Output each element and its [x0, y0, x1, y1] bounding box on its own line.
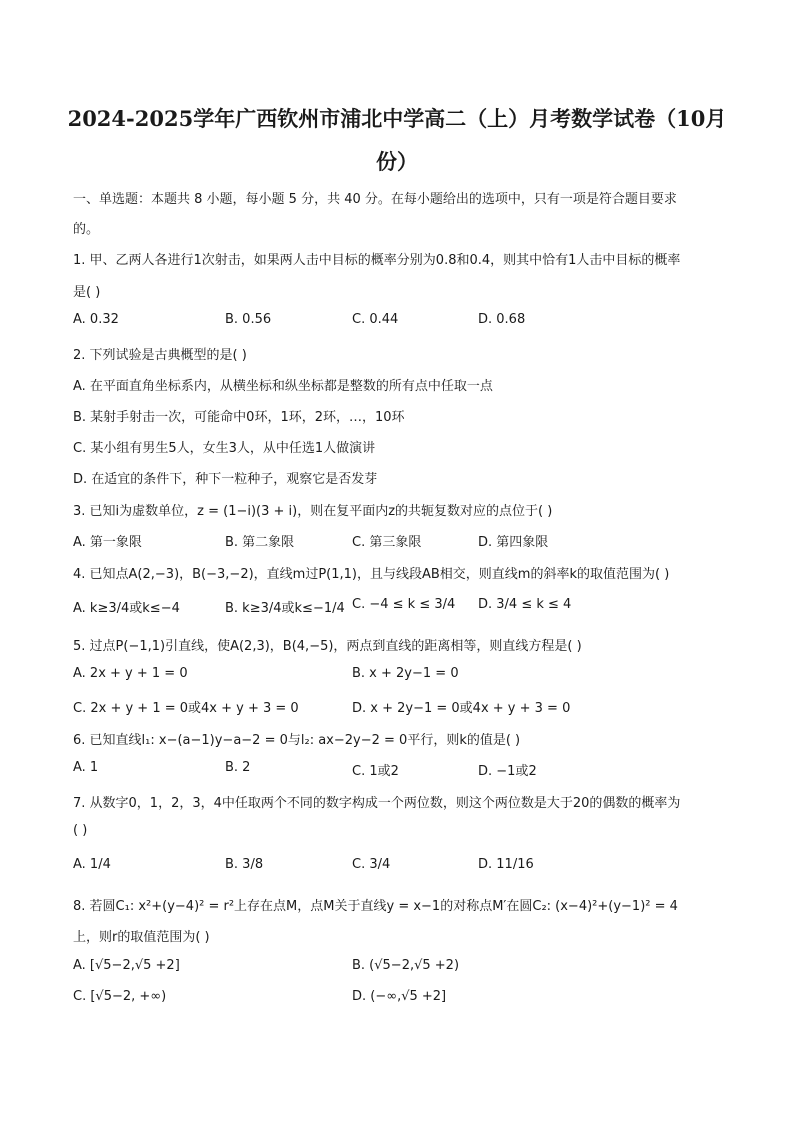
- q7-option-a: A. 1/4: [73, 857, 111, 872]
- q1-stem-line1: 1. 甲、乙两人各进行1次射击，如果两人击中目标的概率分别为0.8和0.4，则其中恰有1人击中目标的概率: [73, 253, 681, 268]
- q2-option-d: D. 在适宜的条件下，种下一粒种子，观察它是否发芽: [73, 472, 378, 487]
- q2-option-b: B. 某射手射击一次，可能命中0环，1环，2环，…，10环: [73, 410, 405, 425]
- q4-option-d: D. 3/4 ≤ k ≤ 4: [478, 597, 572, 612]
- exam-title-line2: 份）: [376, 149, 418, 174]
- q8-option-d: D. (−∞,√5 +2]: [352, 989, 447, 1004]
- q1-option-c: C. 0.44: [352, 312, 399, 327]
- q1-option-a: A. 0.32: [73, 312, 119, 327]
- exam-title-line1: 2024-2025学年广西钦州市浦北中学高二（上）月考数学试卷（10月: [67, 106, 727, 131]
- q1-stem-line2: 是( ): [73, 285, 101, 300]
- q6-option-b: B. 2: [225, 760, 251, 775]
- q8-stem-line2: 上，则r的取值范围为( ): [73, 930, 210, 945]
- section-instructions-line1: 一、单选题：本题共 8 小题，每小题 5 分，共 40 分。在每小题给出的选项中，只有一项是符合题目要求: [73, 192, 677, 207]
- section-instructions-line2: 的。: [73, 222, 100, 237]
- q8-option-c: C. [√5−2, +∞): [73, 989, 167, 1004]
- q2-option-a: A. 在平面直角坐标系内，从横坐标和纵坐标都是整数的所有点中任取一点: [73, 379, 493, 394]
- q8-option-a: A. [√5−2,√5 +2]: [73, 958, 180, 973]
- q7-stem-line2: ( ): [73, 823, 88, 838]
- q1-option-d: D. 0.68: [478, 312, 526, 327]
- q3-option-a: A. 第一象限: [73, 535, 142, 550]
- q3-option-b: B. 第二象限: [225, 535, 295, 550]
- q7-option-d: D. 11/16: [478, 857, 534, 872]
- q7-option-b: B. 3/8: [225, 857, 264, 872]
- q5-option-a: A. 2x + y + 1 = 0: [73, 666, 188, 681]
- q2-stem: 2. 下列试验是古典概型的是( ): [73, 348, 247, 363]
- q3-option-d: D. 第四象限: [478, 535, 549, 550]
- q5-option-c: C. 2x + y + 1 = 0或4x + y + 3 = 0: [73, 701, 299, 716]
- q5-stem: 5. 过点P(−1,1)引直线，使A(2,3)，B(4,−5)，两点到直线的距离相等，则直线方程是( ): [73, 639, 582, 654]
- q8-stem-line1: 8. 若圆C₁: x²+(y−4)² = r²上存在点M，点M关于直线y = x−1的对称点M′在圆C₂: (x−4)²+(y−1)² = 4: [73, 899, 678, 914]
- q2-option-c: C. 某小组有男生5人，女生3人，从中任选1人做演讲: [73, 441, 376, 456]
- q5-option-b: B. x + 2y−1 = 0: [352, 666, 459, 681]
- q8-option-b: B. (√5−2,√5 +2): [352, 958, 460, 973]
- q6-option-a: A. 1: [73, 760, 99, 775]
- q4-option-b: B. k≥3/4或k≤−1/4: [225, 601, 345, 616]
- q4-option-c: C. −4 ≤ k ≤ 3/4: [352, 597, 456, 612]
- q5-option-d: D. x + 2y−1 = 0或4x + y + 3 = 0: [352, 701, 571, 716]
- q4-stem: 4. 已知点A(2,−3)，B(−3,−2)，直线m过P(1,1)，且与线段AB相交，则直线m的斜率k的取值范围为( ): [73, 567, 670, 582]
- q6-option-c: C. 1或2: [352, 764, 399, 779]
- q4-option-a: A. k≥3/4或k≤−4: [73, 601, 180, 616]
- q1-option-b: B. 0.56: [225, 312, 272, 327]
- q7-option-c: C. 3/4: [352, 857, 391, 872]
- q3-stem: 3. 已知i为虚数单位，z = (1−i)(3 + i)，则在复平面内z的共轭复数对应的点位于( ): [73, 504, 553, 519]
- q6-option-d: D. −1或2: [478, 764, 537, 779]
- q3-option-c: C. 第三象限: [352, 535, 422, 550]
- q6-stem: 6. 已知直线l₁: x−(a−1)y−a−2 = 0与l₂: ax−2y−2 = 0平行，则k的值是( ): [73, 733, 521, 748]
- q7-stem-line1: 7. 从数字0，1，2，3，4中任取两个不同的数字构成一个两位数，则这个两位数是大于20的偶数的概率为: [73, 796, 681, 811]
